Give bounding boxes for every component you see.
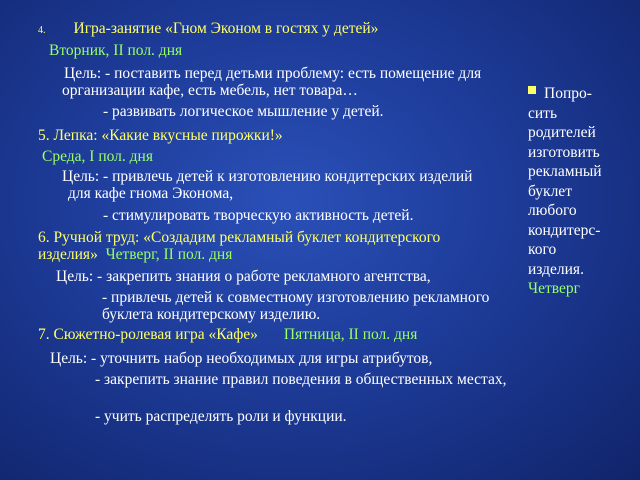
side-note <box>528 84 628 299</box>
item-4-heading <box>38 20 378 39</box>
item-5-goal-2: - стимулировать творческую активность детей. <box>103 207 414 224</box>
item-7-title: 7. Сюжетно-ролевая игра «Кафе» <box>38 326 258 343</box>
side-note-line: кого <box>528 241 557 258</box>
side-note-line: сить <box>528 104 558 122</box>
item-5-title: 5. Лепка: «Какие вкусные пирожки!» <box>38 127 283 144</box>
bullet-icon <box>528 86 536 94</box>
item-4-number: 4. <box>38 25 46 36</box>
item-4-day: Вторник, II пол. дня <box>49 42 183 59</box>
item-7-goal-3: - учить распределять роли и функции. <box>95 408 347 425</box>
side-note-line: рекламный <box>528 163 602 180</box>
item-6-day: Четверг, II пол. дня <box>105 246 233 263</box>
side-note-line: кондитерс- <box>528 221 601 239</box>
item-5-goal-1: Цель: - привлечь детей к изготовлению кондитерских изделий для кафе гнома Эконома, <box>62 168 473 202</box>
item-6-title: 6. Ручной труд: «Создадим рекламный буклет кондитерского изделия» <box>38 229 441 263</box>
side-note-line: родителей <box>528 124 596 141</box>
item-6-goal-2: - привлечь детей к совместному изготовлению рекламного буклета кондитерскому изделию. <box>102 289 490 323</box>
item-4-goal-1: Цель: - поставить перед детьми проблему: есть помещение для организации кафе, есть мебель, нет товара… <box>62 65 482 99</box>
item-5-day: Среда, I пол. дня <box>42 148 153 165</box>
item-7-goal-1: Цель: - уточнить набор необходимых для игры атрибутов, <box>50 350 433 367</box>
item-4-goal-2: - развивать логическое мышление у детей. <box>103 103 384 120</box>
side-note-line: любого <box>528 202 577 219</box>
side-note-line: Попро- <box>544 85 592 102</box>
side-note-line: изделия. <box>528 260 584 278</box>
side-note-day: Четверг <box>528 280 580 297</box>
item-6-heading <box>38 229 508 263</box>
side-note-line: изготовить <box>528 143 600 161</box>
item-6-goal-1: Цель: - закрепить знания о работе рекламного агентства, <box>56 268 431 285</box>
item-7-goal-2: - закрепить знание правил поведения в общественных местах, <box>95 371 507 388</box>
side-note-line: буклет <box>528 182 572 200</box>
item-7-day: Пятница, II пол. дня <box>283 326 418 343</box>
item-4-title: Игра-занятие «Гном Эконом в гостях у детей» <box>73 20 379 37</box>
item-7-heading <box>38 326 417 343</box>
